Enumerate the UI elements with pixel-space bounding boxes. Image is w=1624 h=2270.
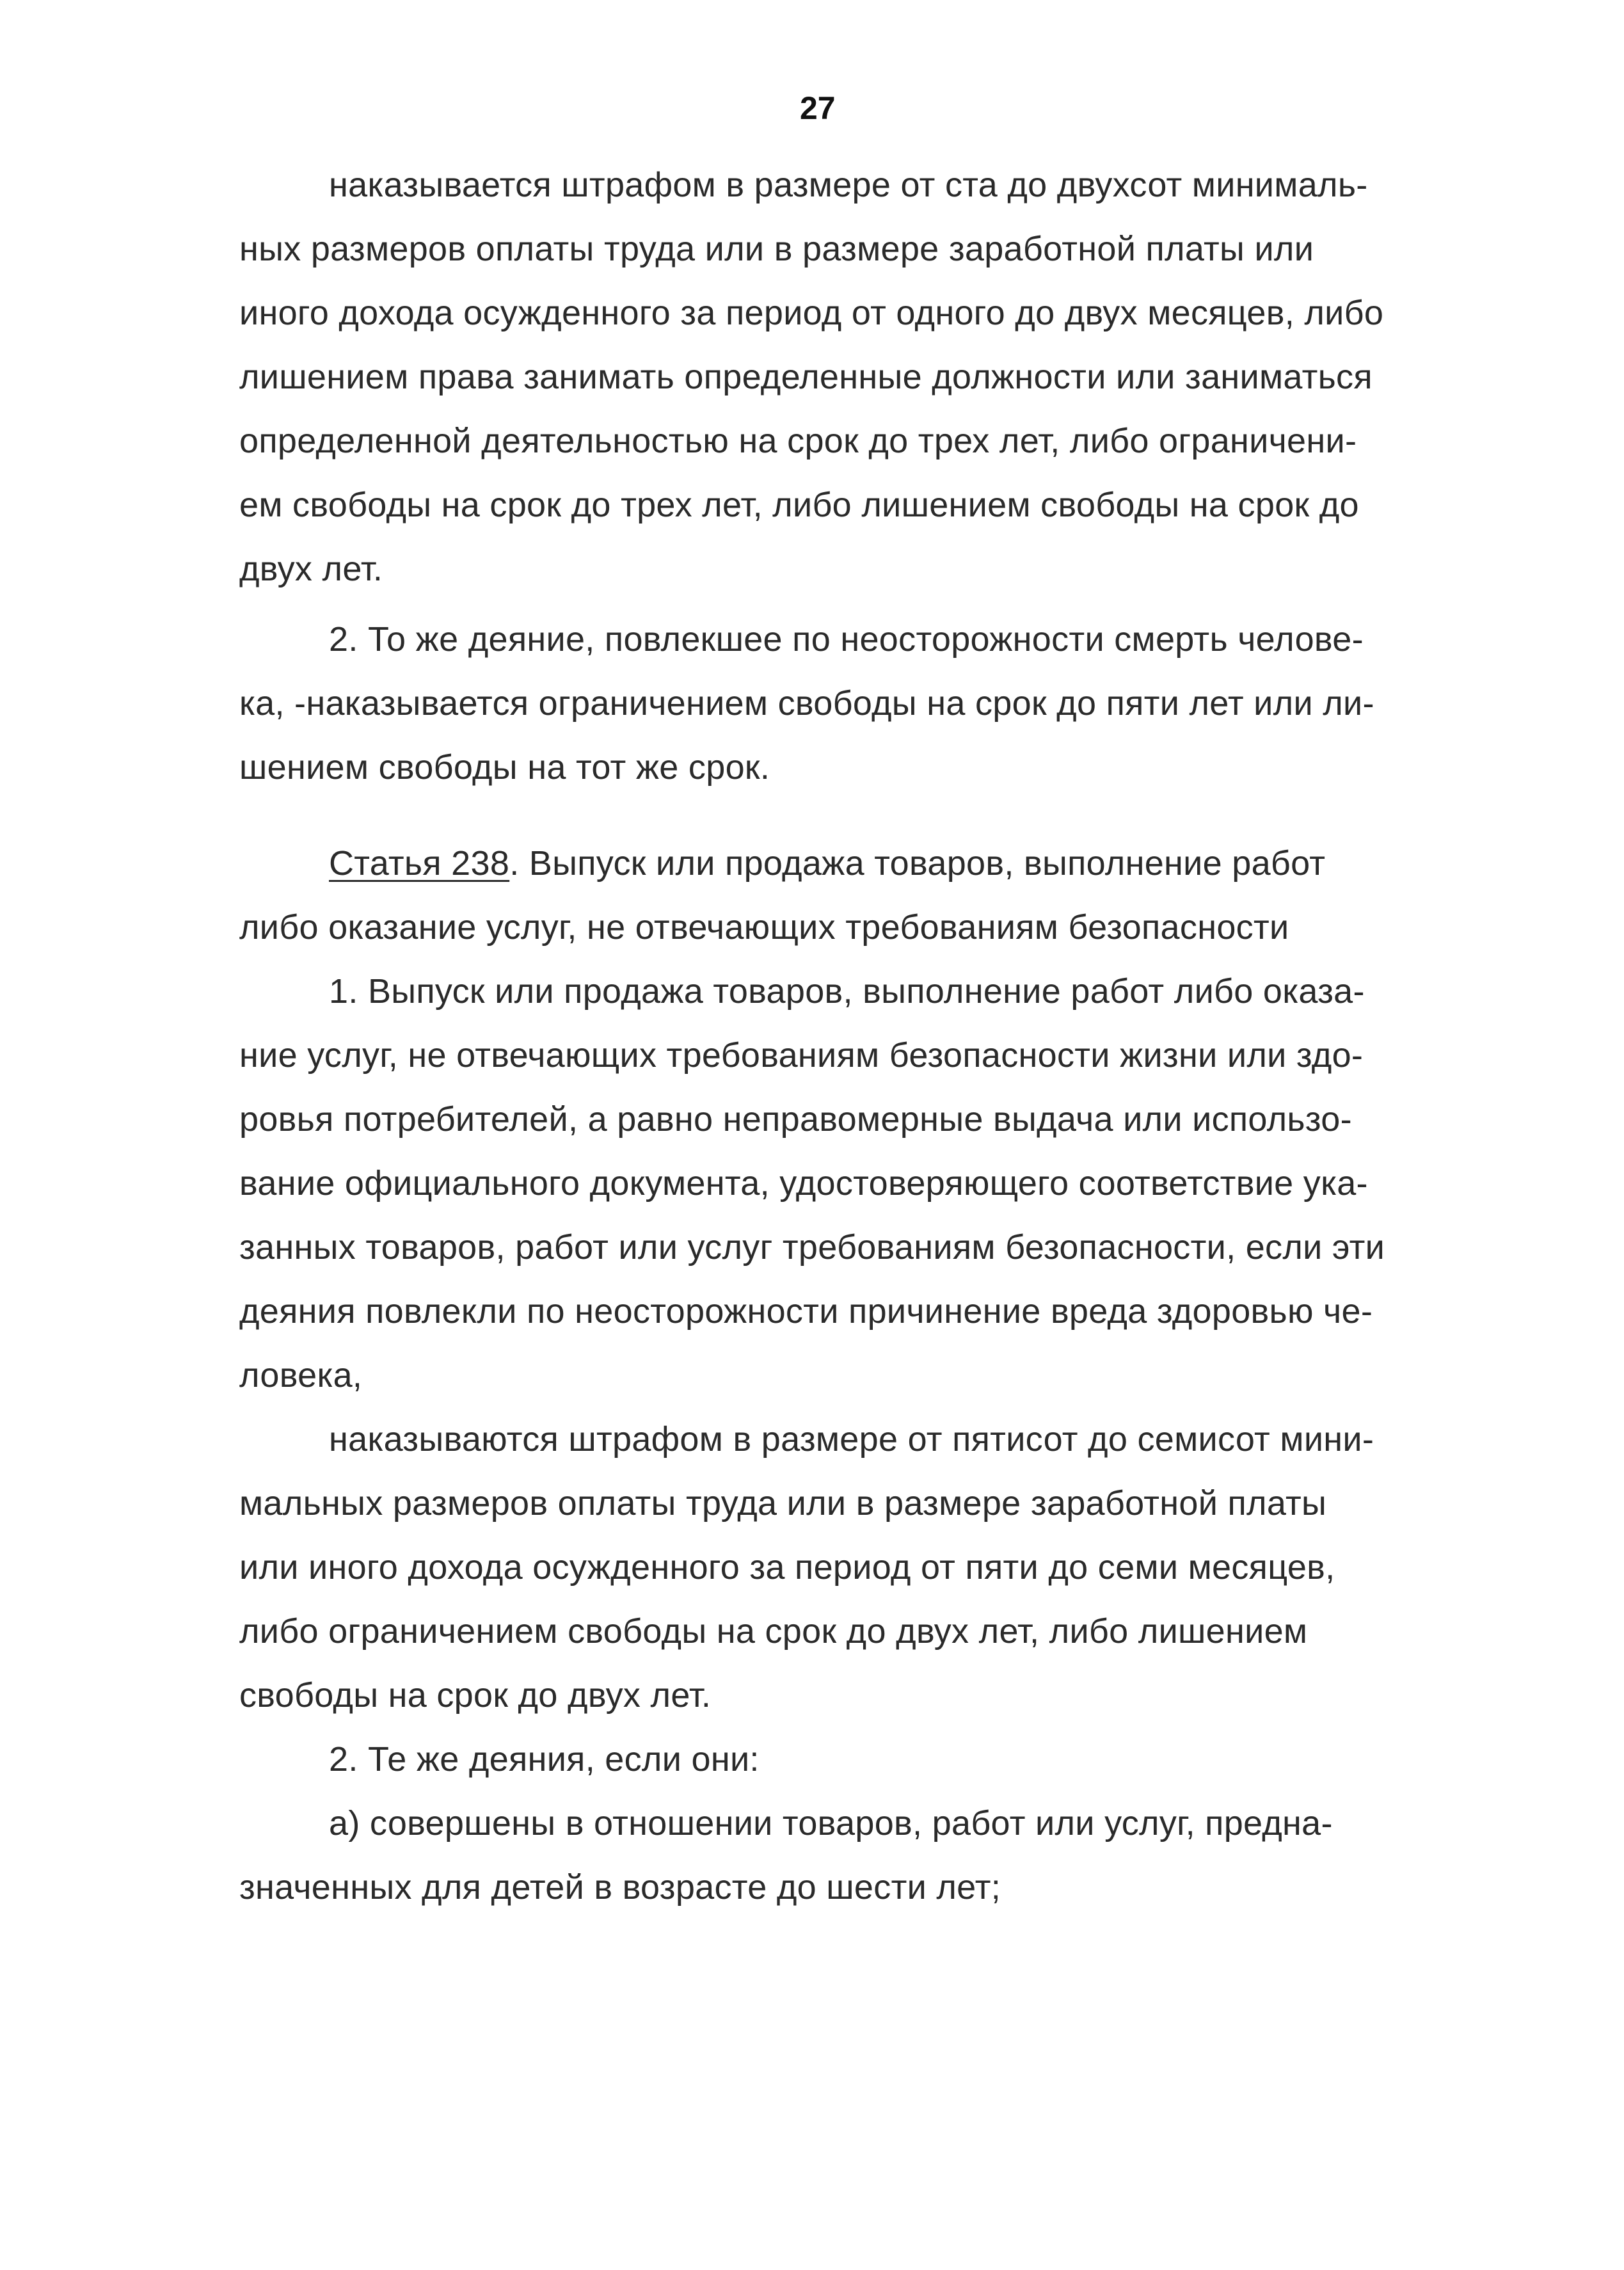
text-line: иного дохода осужденного за период от одного до двух месяцев, либо bbox=[239, 294, 1384, 332]
text-line: лишением права занимать определенные должности или заниматься bbox=[239, 358, 1373, 396]
text-line: ние услуг, не отвечающих требованиям безопасности жизни или здо- bbox=[239, 1036, 1364, 1075]
text-line: двух лет. bbox=[239, 550, 383, 588]
page-number: 27 bbox=[800, 90, 836, 126]
article-title: . Выпуск или продажа товаров, выполнение работ bbox=[509, 844, 1326, 883]
article-heading bbox=[329, 843, 1325, 883]
text-line: значенных для детей в возрасте до шести лет; bbox=[239, 1868, 1001, 1906]
text-line: наказывается штрафом в размере от ста до двухсот минималь- bbox=[329, 166, 1368, 204]
text-line: мальных размеров оплаты труда или в размере заработной платы bbox=[239, 1484, 1327, 1523]
text-line: определенной деятельностью на срок до трех лет, либо ограничени- bbox=[239, 422, 1357, 460]
text-line: ных размеров оплаты труда или в размере заработной платы или bbox=[239, 230, 1314, 268]
text-line: ка, -наказывается ограничением свободы на срок до пяти лет или ли- bbox=[239, 684, 1374, 723]
text-line: 1. Выпуск или продажа товаров, выполнение работ либо оказа- bbox=[329, 972, 1365, 1011]
text-line: свободы на срок до двух лет. bbox=[239, 1676, 712, 1714]
text-line: ловека, bbox=[239, 1356, 363, 1395]
text-line: или иного дохода осужденного за период от пяти до семи месяцев, bbox=[239, 1548, 1335, 1587]
text-line: наказываются штрафом в размере от пятисот до семисот мини- bbox=[329, 1420, 1374, 1459]
text-line: либо ограничением свободы на срок до двух лет, либо лишением bbox=[239, 1612, 1308, 1651]
text-line: ровья потребителей, а равно неправомерные выдача или использо- bbox=[239, 1100, 1352, 1139]
article-title-cont: либо оказание услуг, не отвечающих требованиям безопасности bbox=[239, 908, 1289, 947]
text-line: а) совершены в отношении товаров, работ или услуг, предна- bbox=[329, 1804, 1333, 1842]
text-line: 2. То же деяние, повлекшее по неосторожности смерть челове- bbox=[329, 620, 1364, 659]
text-line: вание официального документа, удостоверяющего соответствие ука- bbox=[239, 1164, 1368, 1203]
text-line: занных товаров, работ или услуг требованиям безопасности, если эти bbox=[239, 1228, 1385, 1267]
text-line: деяния повлекли по неосторожности причинение вреда здоровью че- bbox=[239, 1292, 1373, 1331]
text-line: ем свободы на срок до трех лет, либо лишением свободы на срок до bbox=[239, 486, 1359, 524]
text-line: шением свободы на тот же срок. bbox=[239, 748, 770, 787]
article-label: Статья 238 bbox=[329, 844, 510, 883]
text-line: 2. Те же деяния, если они: bbox=[329, 1740, 760, 1778]
